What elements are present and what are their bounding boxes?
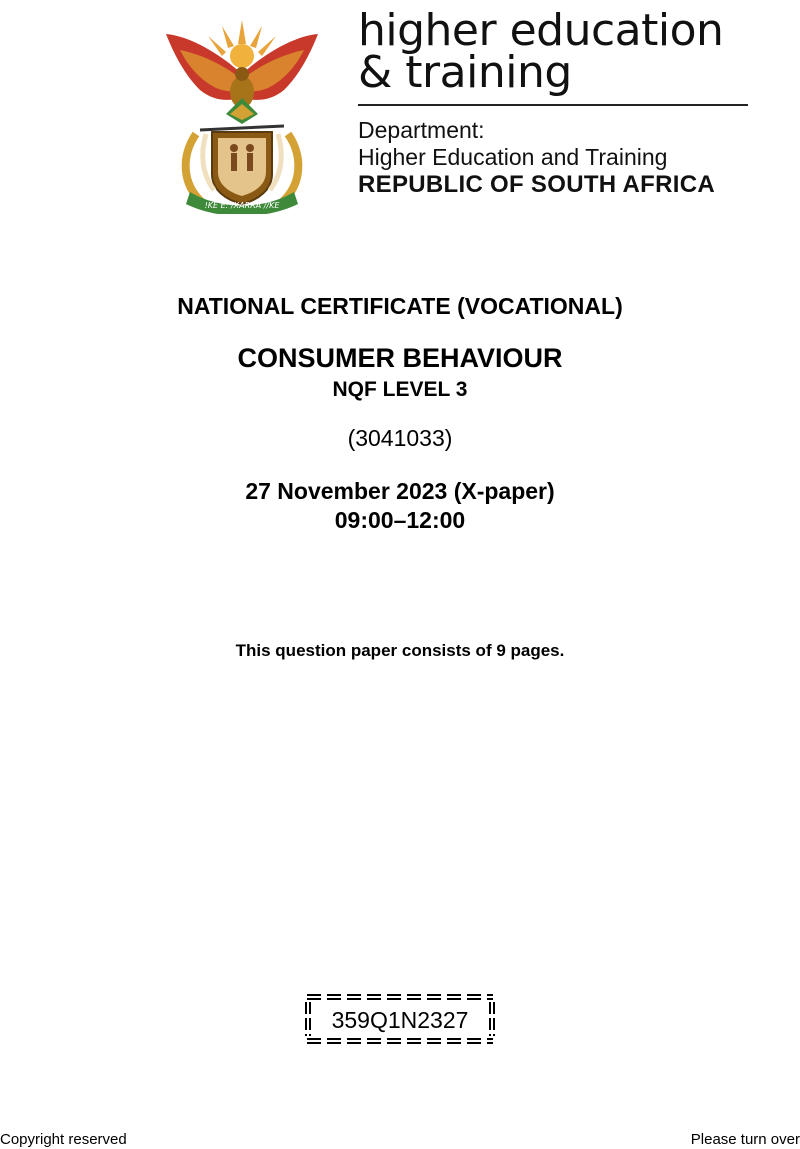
- brand-line-2: & training: [358, 47, 572, 98]
- dept-country: REPUBLIC OF SOUTH AFRICA: [358, 171, 715, 198]
- dept-label: Department:: [358, 117, 485, 143]
- dept-title: Higher Education and Training: [358, 144, 668, 170]
- exam-time: 09:00–12:00: [334, 507, 466, 533]
- nqf-level: NQF LEVEL 3: [332, 378, 468, 401]
- page-header: [0, 0, 800, 230]
- exam-date: 27 November 2023 (X-paper): [245, 478, 555, 504]
- paper-id: 359Q1N2327: [331, 1007, 469, 1033]
- subject-title: CONSUMER BEHAVIOUR: [237, 343, 563, 373]
- department-brand: [358, 5, 758, 98]
- coat-motto: !KE E: /XARRA //KE: [204, 201, 280, 210]
- certificate-title: NATIONAL CERTIFICATE (VOCATIONAL): [177, 293, 623, 319]
- subject-code: (3041033): [347, 425, 453, 451]
- copyright-note: Copyright reserved: [0, 1131, 127, 1148]
- department-name: [358, 117, 715, 198]
- turn-over-note: Please turn over: [690, 1131, 800, 1148]
- brand-line-1: higher education: [358, 5, 724, 56]
- page-count-note: This question paper consists of 9 pages.: [235, 641, 565, 660]
- coat-of-arms-logo: [160, 14, 325, 214]
- brand-divider: [358, 104, 748, 106]
